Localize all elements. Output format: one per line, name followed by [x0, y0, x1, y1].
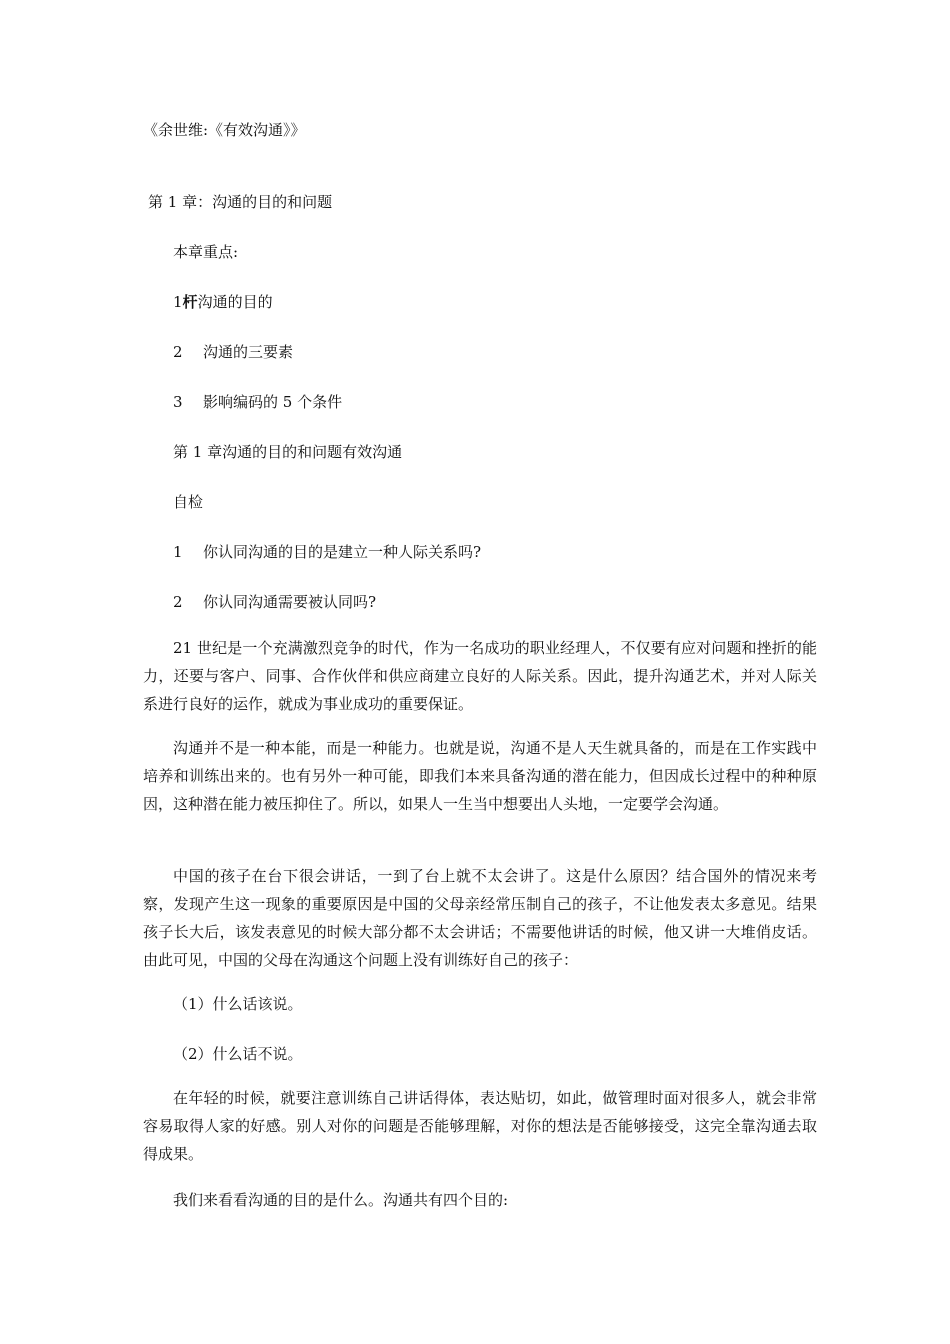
self-check-number: 2 — [173, 593, 183, 611]
key-point-text: 沟通的三要素 — [203, 343, 294, 361]
section-subtitle: 第 1 章沟通的目的和问题有效沟通 — [173, 443, 403, 461]
key-point-item — [173, 342, 293, 362]
key-point-number: 2 — [173, 343, 183, 361]
key-point-item — [173, 392, 342, 412]
self-check-item — [173, 542, 481, 562]
self-check-text: 你认同沟通的目的是建立一种人际关系吗? — [203, 543, 482, 561]
list-item: （2）什么话不说。 — [173, 1045, 303, 1063]
chapter-heading: 第 1 章：沟通的目的和问题 — [148, 193, 333, 211]
self-check-text: 你认同沟通需要被认同吗? — [203, 593, 377, 611]
self-check-label: 自检 — [173, 493, 204, 511]
self-check-item — [173, 592, 376, 612]
key-point-mark: 杆 — [182, 293, 198, 311]
key-point-text: 沟通的目的 — [197, 293, 273, 311]
key-point-number: 3 — [173, 393, 183, 411]
closing-line: 我们来看看沟通的目的是什么。沟通共有四个目的: — [173, 1191, 509, 1209]
body-paragraph: 在年轻的时候，就要注意训练自己讲话得体，表达贴切，如此，做管理时面对很多人，就会非常容易取得人家的好感。别人对你的问题是否能够理解，对你的想法是否能够接受，这完全靠沟通去取得成果。 — [143, 1089, 817, 1163]
list-item: （1）什么话该说。 — [173, 995, 303, 1013]
body-paragraph: 中国的孩子在台下很会讲话，一到了台上就不太会讲了。这是什么原因？结合国外的情况来考察，发现产生这一现象的重要原因是中国的父母亲经常压制自己的孩子，不让他发表太多意见。结果孩子长大后，该发表意见的时候大部分都不太会讲话；不需要他讲话的时候，他又讲一大堆俏皮话。由此可见，中国的父母在沟通这个问题上没有训练好自己的孩子： — [143, 867, 817, 969]
body-paragraph: 21 世纪是一个充满激烈竞争的时代，作为一名成功的职业经理人，不仅要有应对问题和挫折的能力，还要与客户、同事、合作伙伴和供应商建立良好的人际关系。因此，提升沟通艺术，并对人际关系进行良好的运作，就成为事业成功的重要保证。 — [143, 639, 817, 713]
body-paragraph: 沟通并不是一种本能，而是一种能力。也就是说，沟通不是人天生就具备的，而是在工作实践中培养和训练出来的。也有另外一种可能，即我们本来具备沟通的潜在能力，但因成长过程中的种种原因，这种潜在能力被压抑住了。所以，如果人一生当中想要出人头地，一定要学会沟通。 — [143, 739, 817, 813]
key-point-number: 1 — [173, 293, 183, 311]
self-check-number: 1 — [173, 543, 183, 561]
document-title: 《余世维:《有效沟通》》 — [143, 121, 306, 139]
key-point-text: 影响编码的 5 个条件 — [203, 393, 343, 411]
key-point-item — [173, 292, 273, 312]
key-points-label: 本章重点: — [173, 243, 239, 261]
